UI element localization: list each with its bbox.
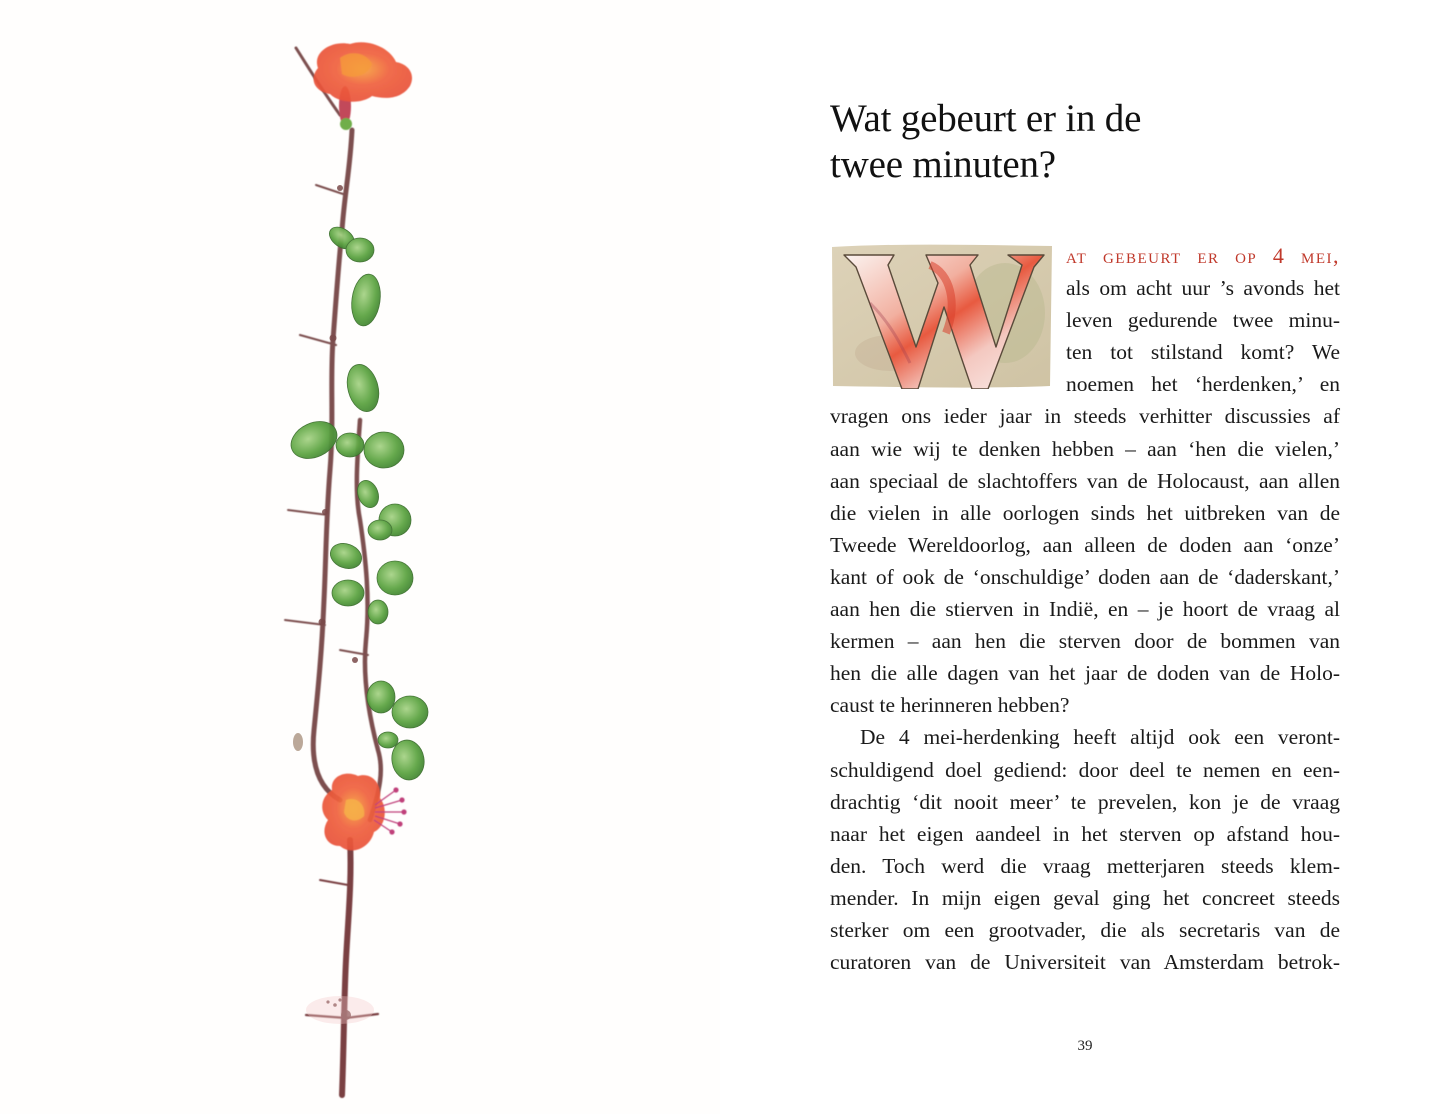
chapter-title-line-1: Wat gebeurt er in de xyxy=(830,97,1142,140)
text-line: aan hen die stierven in Indië, en – je hoort de vraag al xyxy=(830,597,1340,622)
text-line: kant of ook de ‘onschuldige’ doden aan de ‘daderskant,’ xyxy=(830,564,1340,589)
text-line: Tweede Wereldoorlog, aan alleen de doden aan ‘onze’ xyxy=(830,532,1340,557)
text-line: als om acht uur ’s avonds het xyxy=(1066,276,1340,301)
pink-wash xyxy=(306,996,374,1024)
text-line: drachtig ‘dit nooit meer’ te prevelen, kon je de vraag xyxy=(830,789,1340,814)
text-line: mender. In mijn eigen geval ging het concreet steeds xyxy=(830,885,1340,910)
stem xyxy=(285,48,381,1095)
text-line: vragen ons ieder jaar in steeds verhitter discussies af xyxy=(830,404,1340,429)
flowering-branch-illustration xyxy=(240,30,480,1110)
dropcap-w-icon xyxy=(830,243,1054,389)
top-flower xyxy=(314,42,413,130)
text-line: leven gedurende twee minu- xyxy=(1066,308,1340,333)
text-line: curatoren van de Universiteit van Amsterdam betrok- xyxy=(830,950,1340,975)
text-line: aan wie wij te denken hebben – aan ‘hen die vielen,’ xyxy=(830,436,1340,461)
text-line: sterker om een grootvader, die als secretaris van de xyxy=(830,917,1340,942)
lower-flower xyxy=(322,774,406,851)
dropcap-w xyxy=(830,243,1054,389)
text-line: den. Toch werd die vraag metterjaren steeds klem- xyxy=(830,853,1340,878)
text-line: hen die alle dagen van het jaar de doden van de Holo- xyxy=(830,661,1340,686)
text-line: ten tot stilstand komt? We xyxy=(1066,340,1340,365)
text-line: noemen het ‘herdenken,’ en xyxy=(1066,372,1340,397)
page-number: 39 xyxy=(1077,1038,1093,1054)
lead-in-smallcaps: at gebeurt er op 4 mei, xyxy=(1066,243,1340,268)
body-text xyxy=(830,240,1340,978)
text-line: die vielen in alle oorlogen sinds het uitbreken van de xyxy=(830,500,1340,525)
chapter-title-line-2: twee minuten? xyxy=(830,143,1056,186)
text-line: kermen – aan hen die sterven door de bommen van xyxy=(830,629,1340,654)
text-line: naar het eigen aandeel in het sterven op afstand hou- xyxy=(830,821,1340,846)
paragraph-2 xyxy=(830,721,1340,978)
text-line: aan speciaal de slachtoffers van de Holocaust, aan allen xyxy=(830,468,1340,493)
chapter-title xyxy=(830,96,1350,188)
text-line: De 4 mei-herdenking heeft altijd ook een veront- xyxy=(860,725,1340,750)
text-line: caust te herinneren hebben? xyxy=(830,693,1070,718)
text-line: schuldigend doel gediend: door deel te nemen en een- xyxy=(830,757,1340,782)
